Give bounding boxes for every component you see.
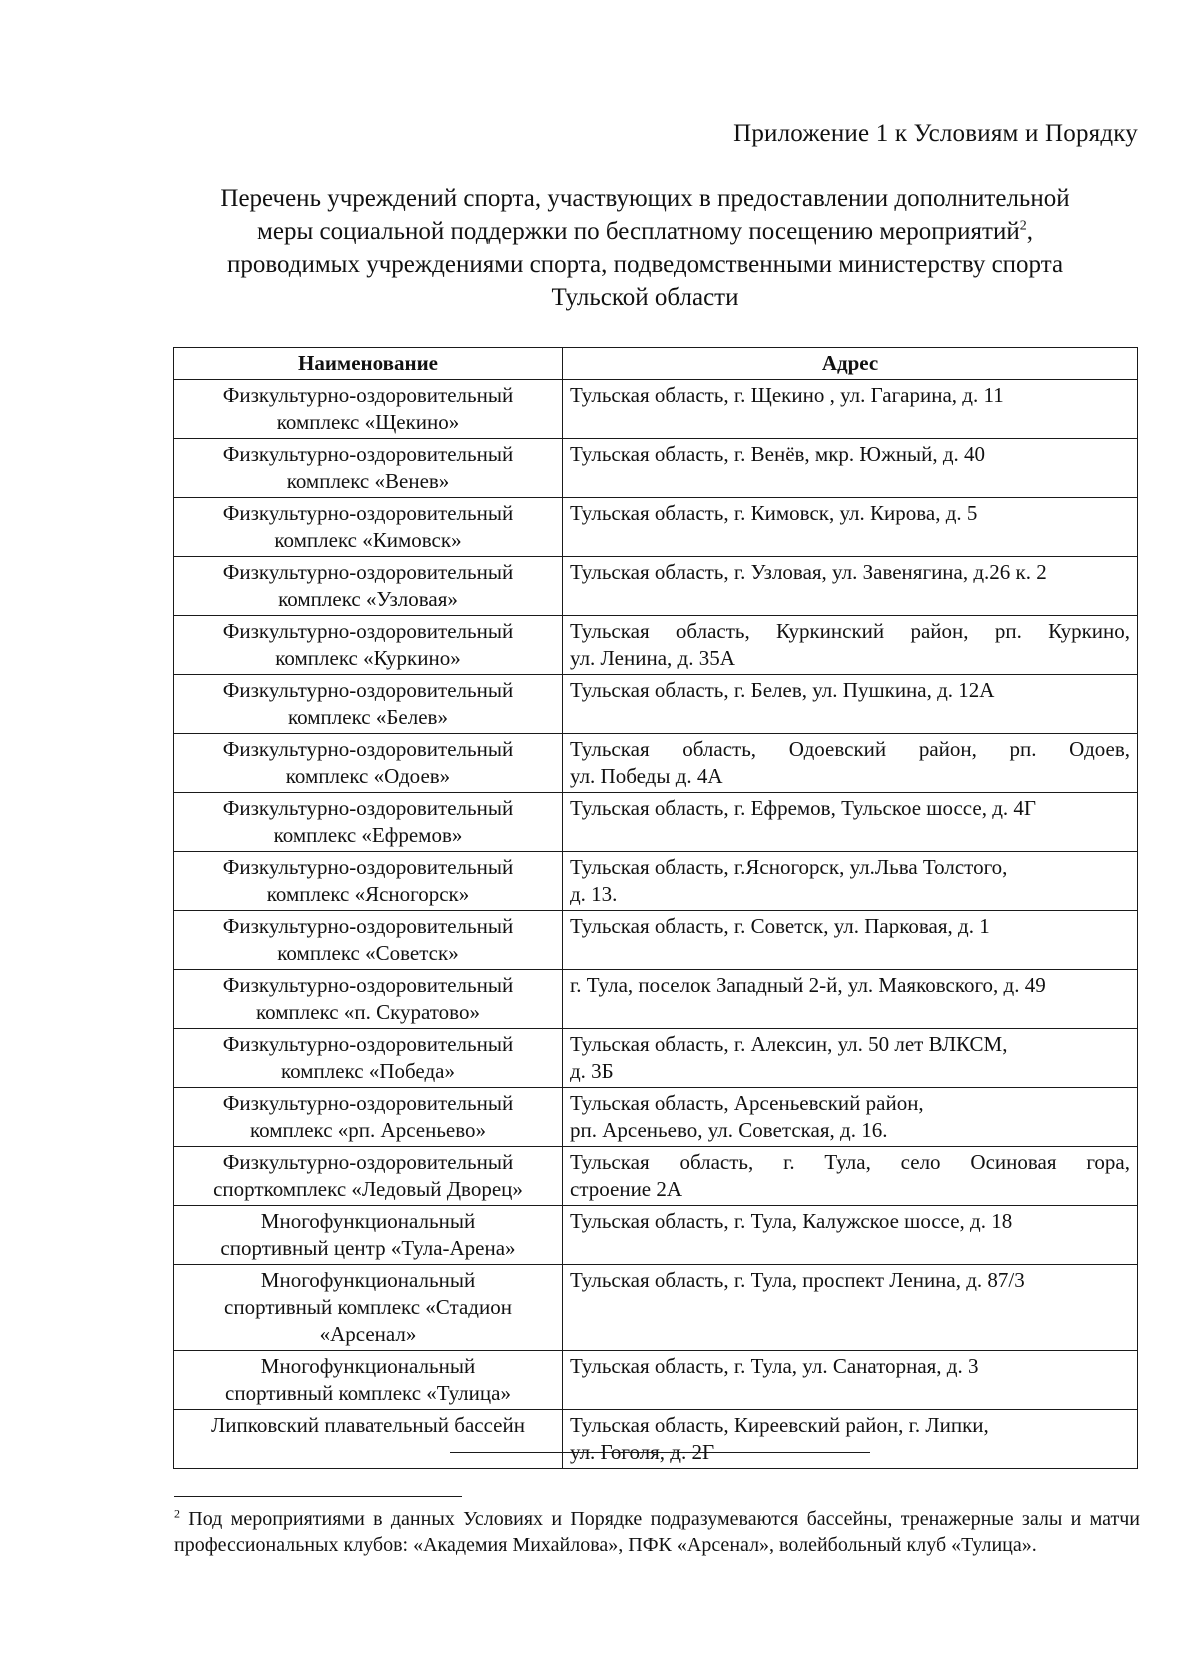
institution-name-cell — [174, 1029, 563, 1088]
institution-name-cell — [174, 1206, 563, 1265]
institution-name-line: спортивный комплекс «Стадион — [224, 1295, 512, 1319]
institution-address-line: Тульская область, г. Белев, ул. Пушкина, д. 12А — [570, 678, 995, 702]
institution-name-line: Физкультурно-оздоровительный — [222, 914, 514, 938]
institution-name-cell — [174, 1265, 563, 1351]
institution-name-cell — [174, 793, 563, 852]
institution-address-cell — [563, 675, 1138, 734]
separator-line — [450, 1452, 870, 1453]
institution-name-line: комплекс «Белев» — [288, 705, 448, 729]
title-line: Перечень учреждений спорта, участвующих в предоставлении дополнительной — [220, 185, 1070, 212]
institution-address-line: Тульская область, г.Ясногорск, ул.Льва Толстого, — [570, 855, 1008, 879]
table-row — [174, 1265, 1138, 1351]
institution-name-line: комплекс «Ефремов» — [273, 823, 463, 847]
institution-address-cell — [563, 734, 1138, 793]
institution-name-cell — [174, 734, 563, 793]
institution-address-line: Тульская область, г. Алексин, ул. 50 лет ВЛКСМ, — [570, 1032, 1008, 1056]
institution-name-line: Липковский плавательный бассейн — [211, 1413, 525, 1437]
institution-name-cell — [174, 616, 563, 675]
institution-address-line: Тульская область, Киреевский район, г. Липки, — [570, 1413, 989, 1437]
institution-address-line: ул. Победы д. 4А — [570, 764, 723, 788]
footnote-separator — [174, 1496, 462, 1497]
institution-name-line: спорткомплекс «Ледовый Дворец» — [213, 1177, 523, 1201]
institution-name-line: Физкультурно-оздоровительный — [222, 1150, 514, 1174]
institution-name-cell — [174, 1351, 563, 1410]
sports-institutions-table — [173, 347, 1138, 1469]
table-row — [174, 557, 1138, 616]
institution-address-line: Тульская область, Арсеньевский район, — [570, 1091, 924, 1115]
institution-name-line: комплекс «Советск» — [277, 941, 459, 965]
institution-address-line: Тульская область, г. Тула, ул. Санаторная, д. 3 — [570, 1354, 979, 1378]
institution-name-line: комплекс «п. Скуратово» — [256, 1000, 480, 1024]
institution-name-line: Физкультурно-оздоровительный — [222, 678, 514, 702]
institution-address-cell — [563, 1029, 1138, 1088]
title-line: проводимых учреждениями спорта, подведомственными министерству спорта — [226, 251, 1064, 278]
institution-address-line: ул. Ленина, д. 35А — [570, 646, 735, 670]
institution-address-cell — [563, 1410, 1138, 1469]
institution-address-cell — [563, 1265, 1138, 1351]
title-line: Тульской области — [551, 284, 739, 311]
table-row — [174, 1206, 1138, 1265]
institution-name-cell — [174, 1088, 563, 1147]
institution-address-cell — [563, 911, 1138, 970]
institution-address-cell — [563, 852, 1138, 911]
institution-name-line: Физкультурно-оздоровительный — [222, 501, 514, 525]
institution-address-cell — [563, 498, 1138, 557]
institution-name-line: комплекс «Щекино» — [276, 410, 460, 434]
institution-name-line: Физкультурно-оздоровительный — [222, 560, 514, 584]
institution-name-line: комплекс «Куркино» — [275, 646, 461, 670]
institution-address-cell — [563, 1147, 1138, 1206]
institution-name-line: Физкультурно-оздоровительный — [222, 1032, 514, 1056]
table-row — [174, 616, 1138, 675]
table-row — [174, 793, 1138, 852]
title-line — [150, 215, 1140, 248]
institution-address-line: Тульская область, г. Тула, село Осиновая гора, — [570, 1150, 1130, 1174]
table-row — [174, 380, 1138, 439]
institution-name-line: Многофункциональный — [260, 1268, 476, 1292]
institution-address-line: Тульская область, г. Кимовск, ул. Кирова, д. 5 — [570, 501, 978, 525]
institution-address-line: строение 2А — [570, 1177, 683, 1201]
institution-name-line: Физкультурно-оздоровительный — [222, 973, 514, 997]
table-row — [174, 439, 1138, 498]
institution-address-line: д. 13. — [570, 882, 618, 906]
appendix-heading: Приложение 1 к Условиям и Порядку — [733, 120, 1138, 147]
institution-name-cell — [174, 557, 563, 616]
table-row — [174, 970, 1138, 1029]
institution-address-line: Тульская область, г. Узловая, ул. Завенягина, д.26 к. 2 — [570, 560, 1047, 584]
institution-name-line: Физкультурно-оздоровительный — [222, 796, 514, 820]
table-row — [174, 1088, 1138, 1147]
institution-address-cell — [563, 1206, 1138, 1265]
institution-address-line: Тульская область, г. Ефремов, Тульское шоссе, д. 4Г — [570, 796, 1037, 820]
table-row — [174, 1410, 1138, 1469]
institution-name-line: комплекс «Кимовск» — [274, 528, 462, 552]
footnote-text: Под мероприятиями в данных Условиях и Порядке подразумеваются бассейны, тренажерные залы и матчи профессиональных клубов: «Академия Михайлова», ПФК «Арсенал», волейбольный клуб «Тулица». — [174, 1508, 1140, 1556]
table-row — [174, 1351, 1138, 1410]
table-row — [174, 675, 1138, 734]
institution-name-line: Физкультурно-оздоровительный — [222, 619, 514, 643]
institution-name-line: Физкультурно-оздоровительный — [222, 442, 514, 466]
table-row — [174, 498, 1138, 557]
institution-name-cell — [174, 439, 563, 498]
institution-name-cell — [174, 675, 563, 734]
institution-address-cell — [563, 557, 1138, 616]
institution-address-cell — [563, 380, 1138, 439]
institution-address-line: Тульская область, г. Венёв, мкр. Южный, д. 40 — [570, 442, 986, 466]
institution-address-line: Тульская область, г. Советск, ул. Парковая, д. 1 — [570, 914, 990, 938]
institution-name-line: Физкультурно-оздоровительный — [222, 737, 514, 761]
institution-name-cell — [174, 1410, 563, 1469]
institution-name-cell — [174, 911, 563, 970]
table-row — [174, 911, 1138, 970]
institution-name-line: комплекс «Одоев» — [285, 764, 451, 788]
institution-name-line: комплекс «Узловая» — [278, 587, 458, 611]
institution-address-cell — [563, 1088, 1138, 1147]
title-line-text: меры социальной поддержки по бесплатному посещению мероприятий — [257, 218, 1020, 245]
institution-address-cell — [563, 439, 1138, 498]
column-header-address: Адрес — [563, 348, 1138, 380]
title-line-punctuation: , — [1026, 218, 1033, 245]
footnote-reference[interactable]: 2 — [1019, 218, 1027, 234]
column-header-name: Наименование — [174, 348, 563, 380]
institution-name-line: комплекс «рп. Арсеньево» — [249, 1118, 487, 1142]
institution-address-line: Тульская область, г. Тула, проспект Ленина, д. 87/3 — [570, 1268, 1025, 1292]
institution-name-line: «Арсенал» — [319, 1322, 417, 1346]
institution-address-cell — [563, 1351, 1138, 1410]
institution-address-line: г. Тула, поселок Западный 2-й, ул. Маяковского, д. 49 — [570, 973, 1046, 997]
institution-address-line: Тульская область, Куркинский район, рп. Куркино, — [570, 619, 1130, 643]
table-row — [174, 1029, 1138, 1088]
table-row — [174, 734, 1138, 793]
institution-name-cell — [174, 498, 563, 557]
institution-address-line: рп. Арсеньево, ул. Советская, д. 16. — [570, 1118, 888, 1142]
institution-name-cell — [174, 1147, 563, 1206]
institution-name-line: комплекс «Ясногорск» — [266, 882, 470, 906]
institution-name-line: Физкультурно-оздоровительный — [222, 383, 514, 407]
institution-name-line: Многофункциональный — [260, 1209, 476, 1233]
institution-name-cell — [174, 970, 563, 1029]
institution-name-cell — [174, 852, 563, 911]
table-row — [174, 852, 1138, 911]
institution-name-line: Физкультурно-оздоровительный — [222, 1091, 514, 1115]
institution-name-line: спортивный комплекс «Тулица» — [225, 1381, 511, 1405]
institution-name-line: Многофункциональный — [260, 1354, 476, 1378]
institution-address-line: д. 3Б — [570, 1059, 614, 1083]
institution-address-cell — [563, 970, 1138, 1029]
institution-name-cell — [174, 380, 563, 439]
institution-address-cell — [563, 793, 1138, 852]
institution-address-cell — [563, 616, 1138, 675]
institution-address-line: Тульская область, г. Тула, Калужское шоссе, д. 18 — [570, 1209, 1013, 1233]
table-header-row — [174, 348, 1138, 380]
document-title — [150, 182, 1140, 314]
institution-address-line: Тульская область, г. Щекино , ул. Гагарина, д. 11 — [570, 383, 1004, 407]
institution-address-line: Тульская область, Одоевский район, рп. Одоев, — [570, 737, 1130, 761]
institution-address-line: ул. Гоголя, д. 2Г — [570, 1440, 715, 1464]
institution-name-line: спортивный центр «Тула-Арена» — [220, 1236, 516, 1260]
footnote-marker: 2 — [174, 1506, 180, 1521]
institution-name-line: Физкультурно-оздоровительный — [222, 855, 514, 879]
institution-name-line: комплекс «Победа» — [281, 1059, 455, 1083]
table-row — [174, 1147, 1138, 1206]
footnote — [174, 1506, 1140, 1558]
institution-name-line: комплекс «Венев» — [286, 469, 450, 493]
